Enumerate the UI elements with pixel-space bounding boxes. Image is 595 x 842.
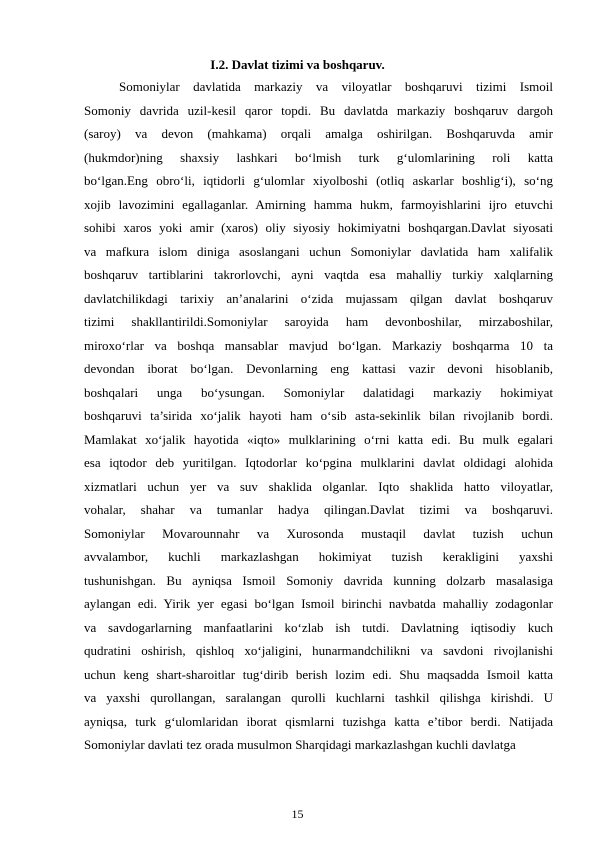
text-line: boshqaruvi ta’sirida xo‘jalik hayoti ham o‘sib asta-sekinlik bilan rivojlanib bordi. bbox=[84, 408, 553, 423]
text-line: esa iqtodor deb yuritilgan. Iqtodorlar ko‘pgina mulklarini davlat oldidagi alohida bbox=[84, 455, 553, 470]
section-heading: I.2. Davlat tizimi va boshqaruv. bbox=[210, 57, 385, 72]
text-line: va savdogarlarning manfaatlarini ko‘zlab ish tutdi. Davlatning iqtisodiy kuch bbox=[84, 619, 553, 635]
text-line: tizimi shakllantirildi.Somoniylar saroyida ham devonboshilar, mirzaboshilar, bbox=[84, 314, 553, 329]
text-line: Mamlakat xo‘jalik hayotida «iqto» mulklarining o‘rni katta edi. Bu mulk egalari bbox=[84, 431, 553, 447]
text-line: davlatchilikdagi tarixiy an’analarini o‘zida mujassam qilgan davlat boshqaruv bbox=[84, 290, 553, 306]
text-line: bo‘lgan.Eng obro‘li, iqtidorli g‘ulomlar xiyolboshi (otliq askarlar boshlig‘i), so‘ng bbox=[84, 173, 553, 188]
text-line: va mafkura islom diniga asoslangani uchun Somoniylar davlatida ham xalifalik bbox=[84, 243, 553, 259]
text-line: Somoniylar Movarounnahr va Xurosonda mustaqil davlat tuzish uchun bbox=[84, 525, 553, 541]
text-line: vohalar, shahar va tumanlar hadya qilingan.Davlat tizimi va boshqaruvi. bbox=[84, 502, 553, 517]
text-line: uchun keng shart-sharoitlar tug‘dirib berish lozim edi. Shu maqsadda Ismoil katta bbox=[84, 666, 553, 682]
text-line: Somoniylar davlati tez orada musulmon Sharqidagi markazlashgan kuchli davlatga bbox=[84, 737, 516, 752]
page-number: 15 bbox=[291, 807, 304, 821]
text-line: miroxo‘rlar va boshqa mansablar mavjud bo‘lgan. Markaziy boshqarma 10 ta bbox=[84, 337, 553, 353]
text-line: avvalambor, kuchli markazlashgan hokimiyat tuzish kerakligini yaxshi bbox=[84, 549, 553, 564]
text-line: aylangan edi. Yirik yer egasi bo‘lgan Ismoil birinchi navbatda mahalliy zodagonlar bbox=[84, 596, 553, 611]
text-line: xojib lavozimini egallaganlar. Amirning hamma hukm, farmoyishlarini ijro etuvchi bbox=[84, 196, 553, 212]
text-line: sohibi xaros yoki amir (xaros) oliy siyosiy hokimiyatni boshqargan.Davlat siyosati bbox=[84, 220, 553, 235]
text-line: devondan iborat bo‘lgan. Devonlarning eng kattasi vazir devoni hisoblanib, bbox=[84, 361, 553, 376]
text-line: qudratini oshirish, qishloq xo‘jaligini, hunarmandchilikni va savdoni rivojlanishi bbox=[84, 643, 553, 658]
text-line: Somoniylar davlatida markaziy va viloyatlar boshqaruvi tizimi Ismoil bbox=[119, 79, 553, 94]
text-line: va yaxshi qurollangan, saralangan qurolli kuchlarni tashkil qilishga kirishdi. U bbox=[84, 690, 553, 705]
text-line: boshqalari unga bo‘ysungan. Somoniylar dalatidagi markaziy hokimiyat bbox=[84, 384, 553, 400]
text-line: ayniqsa, turk g‘ulomlaridan iborat qismlarni tuzishga katta e’tibor berdi. Natijada bbox=[84, 713, 553, 729]
text-line: xizmatlari uchun yer va suv shaklida olganlar. Iqto shaklida hatto viloyatlar, bbox=[84, 478, 553, 494]
text-line: Somoniy davrida uzil-kesil qaror topdi. Bu davlatda markaziy boshqaruv dargoh bbox=[84, 102, 553, 118]
text-line: boshqaruv tartiblarini takrorlovchi, ayni vaqtda esa mahalliy turkiy xalqlarning bbox=[84, 267, 553, 282]
text-line: tushunishgan. Bu ayniqsa Ismoil Somoniy davrida kunning dolzarb masalasiga bbox=[84, 572, 553, 588]
text-line: (hukmdor)ning shaxsiy lashkari bo‘lmish turk g‘ulomlarining roli katta bbox=[84, 149, 553, 165]
text-line: (saroy) va devon (mahkama) orqali amalga oshirilgan. Boshqaruvda amir bbox=[84, 126, 553, 141]
